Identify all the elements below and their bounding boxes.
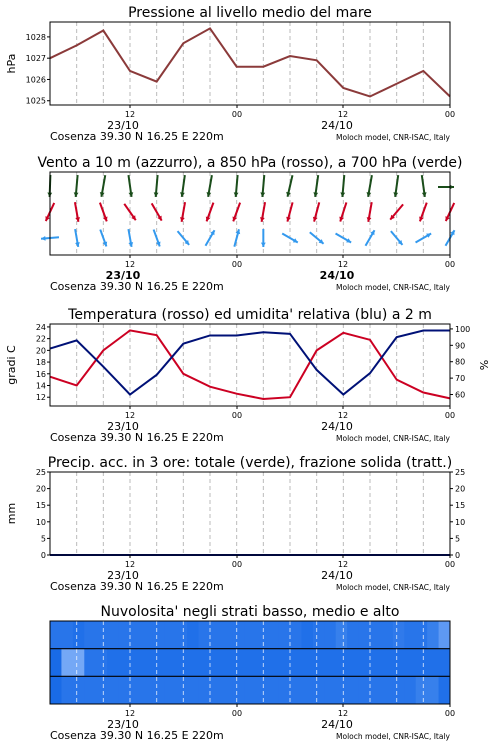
credit-label: Moloch model, CNR-ISAC, Italy xyxy=(336,434,450,443)
location-label: Cosenza 39.30 N 16.25 E 220m xyxy=(50,280,224,293)
date-label: 23/10 xyxy=(107,569,139,582)
y2-tick-label: 100 xyxy=(455,324,471,334)
cloud-cell xyxy=(244,621,256,649)
cloud-cell xyxy=(233,676,245,704)
y2-tick-label: 15 xyxy=(455,501,466,511)
plot-frame xyxy=(50,22,450,105)
cloud-cell xyxy=(313,621,325,649)
cloud-cover-chart xyxy=(50,604,455,742)
temperature-humidity-chart xyxy=(5,307,491,444)
cloud-cell xyxy=(119,676,131,704)
cloud-cell xyxy=(404,676,416,704)
cloud-cell xyxy=(50,649,62,677)
x-tick-label: 00 xyxy=(231,260,243,269)
cloud-cell xyxy=(164,676,176,704)
cloud-cell xyxy=(347,621,359,649)
credit-label: Moloch model, CNR-ISAC, Italy xyxy=(336,732,450,741)
date-label: 23/10 xyxy=(107,718,139,731)
x-tick-label: 12 xyxy=(337,260,349,269)
cloud-cell xyxy=(393,649,405,677)
cloud-cell xyxy=(176,621,188,649)
cloud-cell xyxy=(73,621,85,649)
y-tick-label: 0 xyxy=(40,551,46,560)
cloud-cell xyxy=(336,621,348,649)
cloud-cell xyxy=(130,621,142,649)
y2-tick-label: 90 xyxy=(455,341,466,351)
cloud-cell xyxy=(210,649,222,677)
pressure-chart xyxy=(5,5,455,143)
y-axis-label: hPa xyxy=(5,53,18,74)
cloud-cell xyxy=(347,676,359,704)
cloud-cell xyxy=(381,621,393,649)
cloud-cell xyxy=(290,676,302,704)
cloud-cell xyxy=(61,649,73,677)
y-tick-label: 12 xyxy=(35,393,46,403)
x-tick-label: 12 xyxy=(337,110,349,119)
cloud-cell xyxy=(96,649,108,677)
cloud-cell xyxy=(324,649,336,677)
cloud-cell xyxy=(153,649,165,677)
cloud-cell xyxy=(141,676,153,704)
cloud-cell xyxy=(404,649,416,677)
cloud-cell xyxy=(416,649,428,677)
cloud-cell xyxy=(73,649,85,677)
cloud-cell xyxy=(393,621,405,649)
y2-tick-label: 20 xyxy=(455,484,466,494)
wind-arrow-head xyxy=(74,192,79,197)
wind-arrow-head xyxy=(154,192,159,197)
cloud-cell xyxy=(107,649,119,677)
date-label: 23/10 xyxy=(107,420,139,433)
cloud-cell xyxy=(279,676,291,704)
cloud-cell xyxy=(336,649,348,677)
date-label: 24/10 xyxy=(321,569,353,582)
cloud-cell xyxy=(210,676,222,704)
cloud-cell xyxy=(199,676,211,704)
y-tick-label: 18 xyxy=(35,358,46,368)
cloud-cell xyxy=(50,621,62,649)
chart-title: Temperatura (rosso) ed umidita' relativa (blu) a 2 m xyxy=(68,307,432,323)
cloud-cell xyxy=(324,676,336,704)
cloud-cell xyxy=(439,621,451,649)
y-tick-label: 15 xyxy=(35,501,46,511)
cloud-cell xyxy=(233,649,245,677)
cloud-cell xyxy=(61,676,73,704)
cloud-cell xyxy=(359,649,371,677)
cloud-cell xyxy=(73,676,85,704)
x-tick-label: 12 xyxy=(124,411,136,420)
cloud-cell xyxy=(267,621,279,649)
cloud-cell xyxy=(256,676,268,704)
cloud-cell xyxy=(301,649,313,677)
date-label: 23/10 xyxy=(105,269,141,282)
cloud-cell xyxy=(439,676,451,704)
y2-tick-label: 25 xyxy=(455,468,466,477)
temperature-line xyxy=(50,330,450,399)
x-tick-label: 00 xyxy=(231,411,243,420)
location-label: Cosenza 39.30 N 16.25 E 220m xyxy=(50,431,224,444)
x-tick-label: 12 xyxy=(124,709,136,718)
wind-arrow-head xyxy=(234,192,239,197)
cloud-cell xyxy=(153,676,165,704)
cloud-cell xyxy=(393,676,405,704)
cloud-cell xyxy=(96,621,108,649)
x-tick-label: 00 xyxy=(444,411,456,420)
credit-label: Moloch model, CNR-ISAC, Italy xyxy=(336,583,450,592)
cloud-cell xyxy=(176,649,188,677)
plot-frame xyxy=(50,324,450,406)
precipitation-chart xyxy=(5,455,465,593)
date-label: 24/10 xyxy=(321,420,353,433)
x-tick-label: 00 xyxy=(444,709,456,718)
cloud-cell xyxy=(176,676,188,704)
x-tick-label: 00 xyxy=(231,709,243,718)
y2-tick-label: 0 xyxy=(455,551,461,560)
cloud-cell xyxy=(347,649,359,677)
x-tick-label: 00 xyxy=(444,110,456,119)
y2-tick-label: 60 xyxy=(455,390,466,400)
cloud-cell xyxy=(324,621,336,649)
cloud-cell xyxy=(61,621,73,649)
wind-arrow-head xyxy=(41,236,46,241)
humidity-line xyxy=(50,331,450,395)
x-tick-label: 00 xyxy=(444,560,456,569)
y-axis-label: gradi C xyxy=(5,345,18,385)
cloud-cell xyxy=(84,649,96,677)
location-label: Cosenza 39.30 N 16.25 E 220m xyxy=(50,130,224,143)
cloud-cell xyxy=(153,621,165,649)
cloud-cell xyxy=(141,649,153,677)
cloud-cell xyxy=(164,621,176,649)
cloud-cell xyxy=(381,649,393,677)
date-label: 24/10 xyxy=(321,119,353,132)
cloud-cell xyxy=(96,676,108,704)
date-label: 23/10 xyxy=(107,119,139,132)
x-tick-label: 12 xyxy=(124,260,136,269)
cloud-cell xyxy=(439,649,451,677)
cloud-cell xyxy=(404,621,416,649)
x-tick-label: 00 xyxy=(444,260,456,269)
cloud-cell xyxy=(107,621,119,649)
credit-label: Moloch model, CNR-ISAC, Italy xyxy=(336,283,450,292)
cloud-cell xyxy=(187,649,199,677)
cloud-cell xyxy=(427,676,439,704)
cloud-cell xyxy=(267,649,279,677)
y-tick-label: 10 xyxy=(35,517,46,527)
cloud-cell xyxy=(244,649,256,677)
cloud-cell xyxy=(119,649,131,677)
cloud-cell xyxy=(164,649,176,677)
y2-tick-label: 10 xyxy=(455,517,466,527)
plot-frame xyxy=(50,472,450,555)
cloud-cell xyxy=(107,676,119,704)
chart-title: Vento a 10 m (azzurro), a 850 hPa (rosso), a 700 hPa (verde) xyxy=(37,155,463,171)
cloud-cell xyxy=(427,649,439,677)
x-tick-label: 12 xyxy=(124,110,136,119)
cloud-cell xyxy=(301,621,313,649)
cloud-cell xyxy=(210,621,222,649)
cloud-cell xyxy=(199,621,211,649)
x-tick-label: 12 xyxy=(337,709,349,718)
location-label: Cosenza 39.30 N 16.25 E 220m xyxy=(50,729,224,742)
cloud-cell xyxy=(416,621,428,649)
y-tick-label: 1027 xyxy=(25,54,46,64)
wind-arrow-head xyxy=(261,243,266,247)
cloud-cell xyxy=(381,676,393,704)
y-tick-label: 1025 xyxy=(25,96,46,106)
credit-label: Moloch model, CNR-ISAC, Italy xyxy=(336,133,450,142)
cloud-cell xyxy=(187,676,199,704)
cloud-cell xyxy=(279,649,291,677)
y2-axis-label: % xyxy=(478,359,491,371)
cloud-cell xyxy=(256,621,268,649)
chart-title: Pressione al livello medio del mare xyxy=(128,5,372,21)
cloud-cell xyxy=(84,621,96,649)
date-label: 24/10 xyxy=(321,718,353,731)
cloud-cell xyxy=(370,676,382,704)
y-tick-label: 20 xyxy=(35,346,46,356)
cloud-cell xyxy=(130,649,142,677)
chart-title: Precip. acc. in 3 ore: totale (verde), frazione solida (tratt.) xyxy=(47,455,453,471)
y-axis-label: mm xyxy=(5,502,18,525)
cloud-cell xyxy=(199,649,211,677)
y-tick-label: 1028 xyxy=(25,32,46,42)
y-tick-label: 25 xyxy=(35,468,46,477)
x-tick-label: 12 xyxy=(337,411,349,420)
cloud-cell xyxy=(359,676,371,704)
cloud-cell xyxy=(427,621,439,649)
wind-chart xyxy=(37,155,462,293)
cloud-cell xyxy=(279,621,291,649)
y-tick-label: 5 xyxy=(40,534,46,544)
cloud-cell xyxy=(313,676,325,704)
location-label: Cosenza 39.30 N 16.25 E 220m xyxy=(50,580,224,593)
y-tick-label: 1026 xyxy=(25,75,46,85)
cloud-cell xyxy=(233,621,245,649)
cloud-cell xyxy=(370,621,382,649)
cloud-cell xyxy=(187,621,199,649)
y2-tick-label: 5 xyxy=(455,534,461,544)
y-tick-label: 24 xyxy=(35,322,46,332)
cloud-cell xyxy=(119,621,131,649)
plot-frame xyxy=(50,172,450,255)
pressure-line xyxy=(50,28,450,96)
y-tick-label: 20 xyxy=(35,484,46,494)
cloud-cell xyxy=(301,676,313,704)
y2-tick-label: 80 xyxy=(455,357,466,367)
wind-arrow-head xyxy=(260,192,265,197)
y-tick-label: 14 xyxy=(35,381,46,391)
cloud-cell xyxy=(221,649,233,677)
x-tick-label: 00 xyxy=(231,560,243,569)
y2-tick-label: 70 xyxy=(455,374,466,384)
y-tick-label: 22 xyxy=(35,334,46,344)
cloud-cell xyxy=(267,676,279,704)
x-tick-label: 00 xyxy=(231,110,243,119)
y-tick-label: 16 xyxy=(35,369,46,379)
cloud-cell xyxy=(313,649,325,677)
cloud-cell xyxy=(416,676,428,704)
cloud-cell xyxy=(290,649,302,677)
cloud-cell xyxy=(370,649,382,677)
date-label: 24/10 xyxy=(319,269,355,282)
wind-arrow-head xyxy=(340,192,345,197)
cloud-cell xyxy=(256,649,268,677)
x-tick-label: 12 xyxy=(337,560,349,569)
cloud-cell xyxy=(244,676,256,704)
cloud-cell xyxy=(130,676,142,704)
chart-title: Nuvolosita' negli strati basso, medio e alto xyxy=(100,604,400,620)
cloud-cell xyxy=(359,621,371,649)
cloud-cell xyxy=(141,621,153,649)
cloud-cell xyxy=(221,676,233,704)
cloud-cell xyxy=(221,621,233,649)
cloud-cell xyxy=(336,676,348,704)
cloud-cell xyxy=(84,676,96,704)
cloud-cell xyxy=(290,621,302,649)
cloud-cell xyxy=(50,676,62,704)
x-tick-label: 12 xyxy=(124,560,136,569)
